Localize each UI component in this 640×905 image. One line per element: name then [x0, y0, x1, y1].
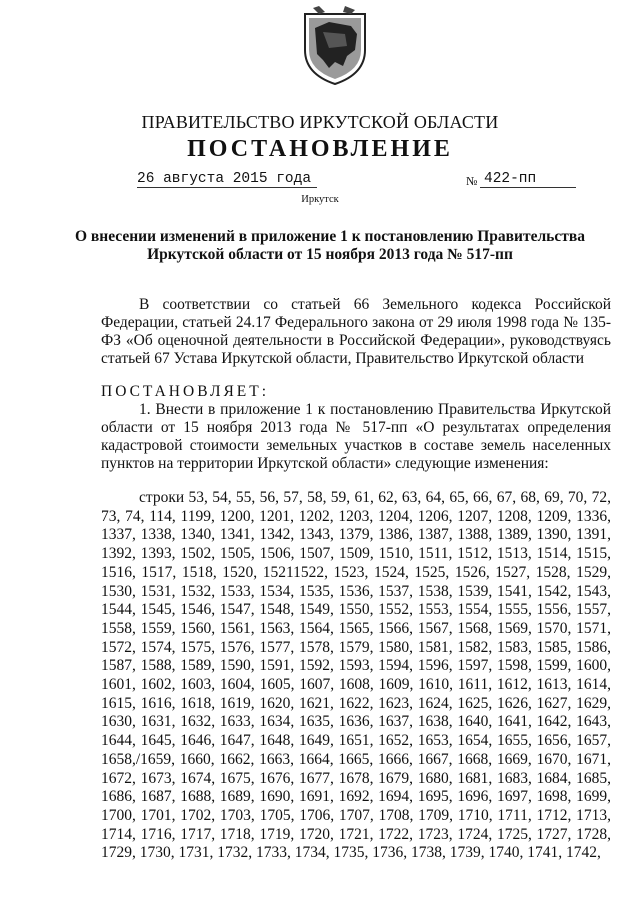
coat-of-arms-emblem: [299, 4, 371, 86]
document-date: 26 августа 2015 года: [137, 171, 317, 188]
decree-word: ПОСТАНОВЛЯЕТ:: [101, 383, 270, 400]
document-type: ПОСТАНОВЛЕНИЕ: [187, 136, 453, 162]
preamble-paragraph: В соответствии со статьей 66 Земельного кодекса Российской Федерации, статьей 24.17 Федерального закона от 29 июля 1998 года № 135-ФЗ «Об оценочной деятельности в Российской Федерации», руководствуясь статьей 67 Устава Иркутской области, Правительство Иркутской области: [101, 296, 611, 367]
number-label: №: [466, 174, 478, 188]
document-number: 422-пп: [480, 171, 576, 188]
document-title: О внесении изменений в приложение 1 к постановлению Правительства Иркутской области от 15 ноября 2013 года № 517-пп: [75, 228, 585, 263]
item-1-paragraph: 1. Внести в приложение 1 к постановлению Правительства Иркутской области от 15 ноября 2013 года № 517-пп «О результатах определения кадастровой стоимости земельных участков в составе земель населенных пунктов на территории Иркутской области» следующие изменения:: [101, 401, 611, 472]
organization-name: ПРАВИТЕЛЬСТВО ИРКУТСКОЙ ОБЛАСТИ: [141, 112, 499, 132]
city-name: Иркутск: [301, 194, 339, 205]
rows-list-paragraph: строки 53, 54, 55, 56, 57, 58, 59, 61, 62, 63, 64, 65, 66, 67, 68, 69, 70, 72, 73, 74, 114, 1199, 1200, 1201, 1202, 1203, 1204, 1206, 1207, 1208, 1209, 1336, 1337, 1338, 1340, 1341, 1342, 1343, 1379, 1386, 1387, 1388, 1389, 1390, 1391, 1392, 1393, 1502, 1505, 1506, 1507, 1509, 1510, 1511, 1512, 1513, 1514, 1515, 1516, 1517, 1518, 1520, 15211522, 1523, 1524, 1525, 1526, 1527, 1528, 1529, 1530, 1531, 1532, 1533, 1534, 1535, 1536, 1537, 1538, 1539, 1541, 1542, 1543, 1544, 1545, 1546, 1547, 1548, 1549, 1550, 1552, 1553, 1554, 1555, 1556, 1557, 1558, 1559, 1560, 1561, 1563, 1564, 1565, 1566, 1567, 1568, 1569, 1570, 1571, 1572, 1574, 1575, 1576, 1577, 1578, 1579, 1580, 1581, 1582, 1583, 1585, 1586, 1587, 1588, 1589, 1590, 1591, 1592, 1593, 1594, 1596, 1597, 1598, 1599, 1600, 1601, 1602, 1603, 1604, 1605, 1607, 1608, 1609, 1610, 1611, 1612, 1613, 1614, 1615, 1616, 1618, 1619, 1620, 1621, 1622, 1623, 1624, 1625, 1626, 1627, 1629, 1630, 1631, 1632, 1633, 1634, 1635, 1636, 1637, 1638, 1640, 1641, 1642, 1643, 1644, 1645, 1646, 1647, 1648, 1649, 1651, 1652, 1653, 1654, 1655, 1656, 1657, 1658,/1659, 1660, 1662, 1663, 1664, 1665, 1666, 1667, 1668, 1669, 1670, 1671, 1672, 1673, 1674, 1675, 1676, 1677, 1678, 1679, 1680, 1681, 1683, 1684, 1685, 1686, 1687, 1688, 1689, 1690, 1691, 1692, 1694, 1695, 1696, 1697, 1698, 1699, 1700, 1701, 1702, 1703, 1705, 1706, 1707, 1708, 1709, 1710, 1711, 1712, 1713, 1714, 1716, 1717, 1718, 1719, 1720, 1721, 1722, 1723, 1724, 1725, 1727, 1728, 1729, 1730, 1731, 1732, 1733, 1734, 1735, 1736, 1738, 1739, 1740, 1741, 1742,: [101, 489, 611, 862]
